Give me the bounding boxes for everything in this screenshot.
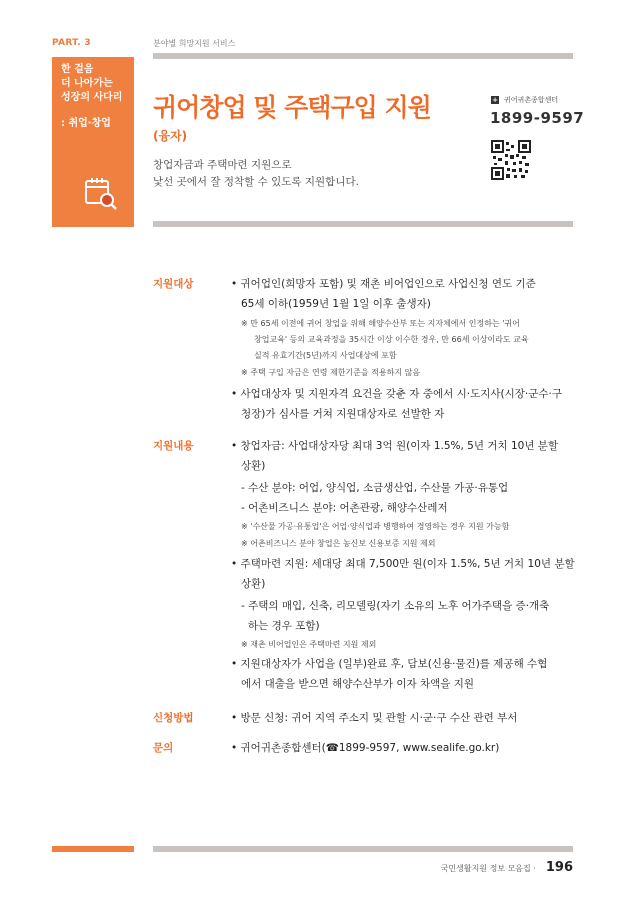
support-line: - 수산 분야: 어업, 양식업, 소금생산업, 수산물 가공·유통업 [241,482,509,494]
contact-phone: 1899-9597 [490,109,585,127]
target-line: • 귀어업인(희망자 포함) 및 재촌 비어업인으로 사업신청 연도 기준 [231,278,536,290]
footer [441,860,573,875]
mid-divider [153,221,573,227]
support-line: 상환) [241,578,266,590]
inquiry-label: 문의 [153,742,174,754]
footer-bar [153,846,573,852]
part-label: PART. 3 [52,38,91,48]
footer-title: 국민생활지원 정보 모음집 · [440,864,536,873]
apply-line: • 방문 신청: 귀어 지역 주소지 및 관할 시·군·구 수산 관련 부서 [231,712,518,724]
page-subtitle: (융자) [153,129,188,143]
contact-center [491,95,558,105]
sidebar-line: 성장의 사다리 [61,92,123,103]
target-note: 실적 유효기간(5년)까지 사업대상에 포함 [254,351,397,360]
support-line: • 창업자금: 사업대상자당 최대 3억 원(이자 1.5%, 5년 거치 10년 분할 [231,440,559,452]
support-note: ※ 재촌 비어업인은 주택마련 지원 제외 [241,640,377,649]
qr-code-icon[interactable] [491,140,531,180]
target-note: ※ 주택 구입 자금은 연령 제한기준을 적용하지 않음 [241,368,421,377]
description-line: 낯선 곳에서 잘 정착할 수 있도록 지원합니다. [153,176,359,188]
target-line: • 사업대상자 및 지원자격 요건을 갖춘 자 중에서 시·도지사(시장·군수·구 [231,388,563,400]
page-number: 196 [545,860,573,875]
support-note: ※ 어촌비즈니스 분야 창업은 농신보 신용보증 지원 제외 [241,539,436,548]
contact-center-name: 귀어귀촌종합센터 [504,96,559,104]
description-line: 창업자금과 주택마련 지원으로 [153,159,292,171]
support-line: • 지원대상자가 사업을 (일부)완료 후, 담보(신용·물건)를 제공해 수협 [231,658,548,670]
section-label: 분야별 희망지원 서비스 [153,39,236,48]
support-line: 하는 경우 포함) [248,620,320,632]
sidebar-line: : 취업·창업 [61,118,111,129]
apply-label: 신청방법 [153,712,194,724]
target-label: 지원대상 [153,278,194,290]
footer-bar-accent [52,846,134,852]
plus-icon: + [492,96,498,104]
target-line: 65세 이하(1959년 1월 1일 이후 출생자) [241,298,431,310]
page-title: 귀어창업 및 주택구입 지원 [153,93,431,122]
target-note: ※ 만 65세 이전에 귀어 창업을 위해 해양수산부 또는 지자체에서 인정하는 '귀어 [241,319,520,328]
sidebar-box [52,57,134,227]
support-note: ※ '수산물 가공·유통업'은 어업·양식업과 병행하여 경영하는 경우 지원 가능함 [241,522,510,531]
support-line: 에서 대출을 받으면 해양수산부가 이자 차액을 지원 [241,678,475,690]
support-line: • 주택마련 지원: 세대당 최대 7,500만 원(이자 1.5%, 5년 거치 10년 분할 [231,558,575,570]
sidebar-line: 한 걸음 [61,64,94,75]
support-line: - 주택의 매입, 신축, 리모델링(자기 소유의 노후 어가주택을 증·개축 [241,600,550,612]
top-divider [153,53,573,59]
sidebar-line: 더 나아가는 [61,78,113,89]
calendar-search-icon [82,175,120,213]
target-note: 창업교육' 등의 교육과정을 35시간 이상 이수한 경우, 만 66세 이상이라도 교육 [254,335,529,344]
support-label: 지원내용 [153,440,194,452]
support-line: 상환) [241,460,266,472]
target-line: 청장)가 심사를 거쳐 지원대상자로 선발한 자 [241,408,445,420]
inquiry-line[interactable]: • 귀어귀촌종합센터(☎1899-9597, www.sealife.go.kr) [231,742,500,754]
support-line: - 어촌비즈니스 분야: 어촌관광, 해양수산레저 [241,502,448,514]
